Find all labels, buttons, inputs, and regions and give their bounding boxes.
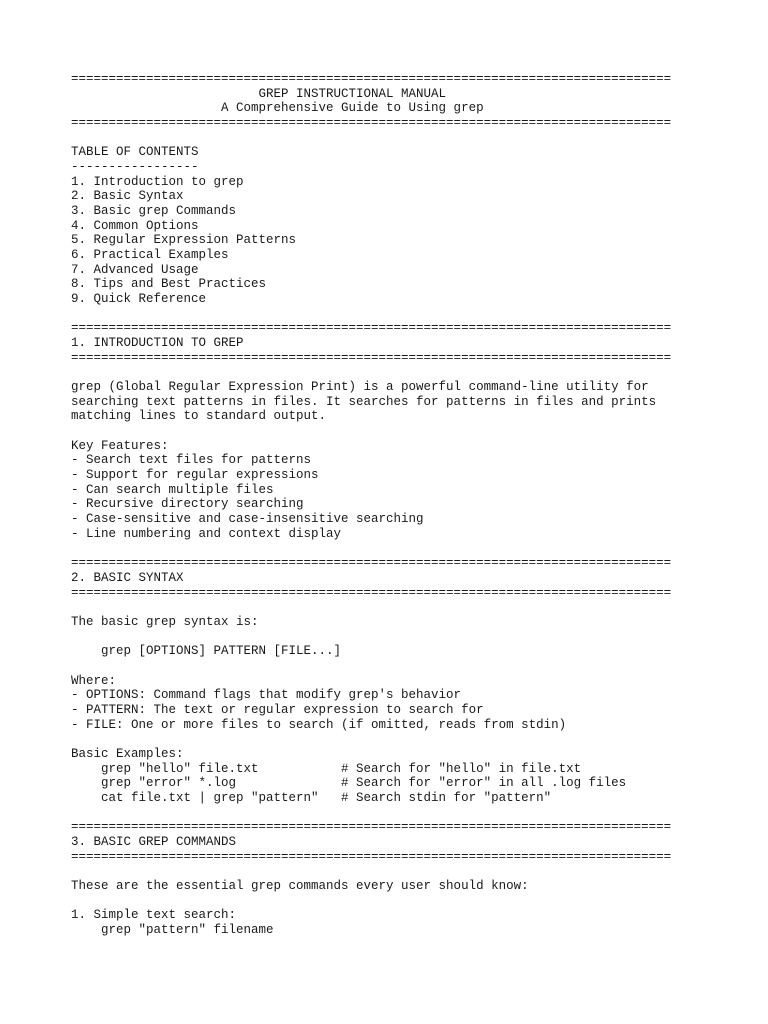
bullet-item: - PATTERN: The text or regular expression to search for: [71, 702, 484, 717]
blank-line: [71, 424, 761, 439]
separator-line: ================================================================================: [71, 556, 672, 571]
blank-line: [71, 732, 761, 747]
text-line: TABLE OF CONTENTS: [71, 145, 199, 160]
separator-line: ================================================================================: [71, 321, 672, 336]
text-line: Basic Examples:: [71, 746, 184, 761]
blank-line: [71, 659, 761, 674]
code-example-line: grep "pattern" filename: [71, 922, 274, 937]
text-line: searching text patterns in files. It searches for patterns in files and prints: [71, 394, 657, 409]
code-example-line: grep [OPTIONS] PATTERN [FILE...]: [71, 644, 342, 659]
text-line: The basic grep syntax is:: [71, 614, 259, 629]
code-example-line: cat file.txt | grep "pattern" # Search stdin for "pattern": [71, 790, 552, 805]
numbered-item: 4. Common Options: [71, 218, 199, 233]
separator-line: ================================================================================: [71, 116, 672, 131]
text-line: Key Features:: [71, 438, 169, 453]
numbered-item: 9. Quick Reference: [71, 292, 207, 307]
section-heading: 2. BASIC SYNTAX: [71, 570, 184, 585]
document-text: [71, 72, 761, 938]
bullet-item: - Support for regular expressions: [71, 468, 319, 483]
separator-line: ================================================================================: [71, 820, 672, 835]
separator-line: ================================================================================: [71, 72, 672, 86]
text-line: Where:: [71, 673, 117, 688]
blank-line: [71, 894, 761, 909]
numbered-item: 6. Practical Examples: [71, 248, 229, 263]
bullet-item: - Can search multiple files: [71, 482, 274, 497]
title-line: GREP INSTRUCTIONAL MANUAL: [71, 86, 447, 101]
blank-line: [71, 630, 761, 645]
numbered-item: 1. Simple text search:: [71, 908, 237, 923]
blank-line: [71, 542, 761, 557]
blank-line: [71, 864, 761, 879]
title-line: A Comprehensive Guide to Using grep: [71, 101, 484, 116]
bullet-item: - Recursive directory searching: [71, 497, 304, 512]
numbered-item: 3. Basic grep Commands: [71, 204, 237, 219]
code-example-line: grep "error" *.log # Search for "error" in all .log files: [71, 776, 627, 791]
code-example-line: grep "hello" file.txt # Search for "hello" in file.txt: [71, 761, 582, 776]
bullet-item: - Line numbering and context display: [71, 526, 342, 541]
blank-line: [71, 806, 761, 821]
bullet-item: - Search text files for patterns: [71, 453, 312, 468]
underline-rule: -----------------: [71, 160, 199, 175]
blank-line: [71, 131, 761, 146]
separator-line: ================================================================================: [71, 350, 672, 365]
separator-line: ================================================================================: [71, 585, 672, 600]
text-line: grep (Global Regular Expression Print) is a powerful command-line utility for: [71, 380, 649, 395]
blank-line: [71, 600, 761, 615]
section-heading: 1. INTRODUCTION TO GREP: [71, 336, 244, 351]
blank-line: [71, 307, 761, 322]
blank-line: [71, 365, 761, 380]
text-line: matching lines to standard output.: [71, 409, 327, 424]
numbered-item: 1. Introduction to grep: [71, 174, 244, 189]
numbered-item: 5. Regular Expression Patterns: [71, 233, 297, 248]
bullet-item: - Case-sensitive and case-insensitive searching: [71, 512, 424, 527]
bullet-item: - OPTIONS: Command flags that modify grep's behavior: [71, 688, 462, 703]
section-heading: 3. BASIC GREP COMMANDS: [71, 834, 237, 849]
text-line: These are the essential grep commands every user should know:: [71, 878, 529, 893]
bullet-item: - FILE: One or more files to search (if omitted, reads from stdin): [71, 717, 567, 732]
separator-line: ================================================================================: [71, 849, 672, 864]
numbered-item: 8. Tips and Best Practices: [71, 277, 267, 292]
numbered-item: 7. Advanced Usage: [71, 262, 199, 277]
numbered-item: 2. Basic Syntax: [71, 189, 184, 204]
